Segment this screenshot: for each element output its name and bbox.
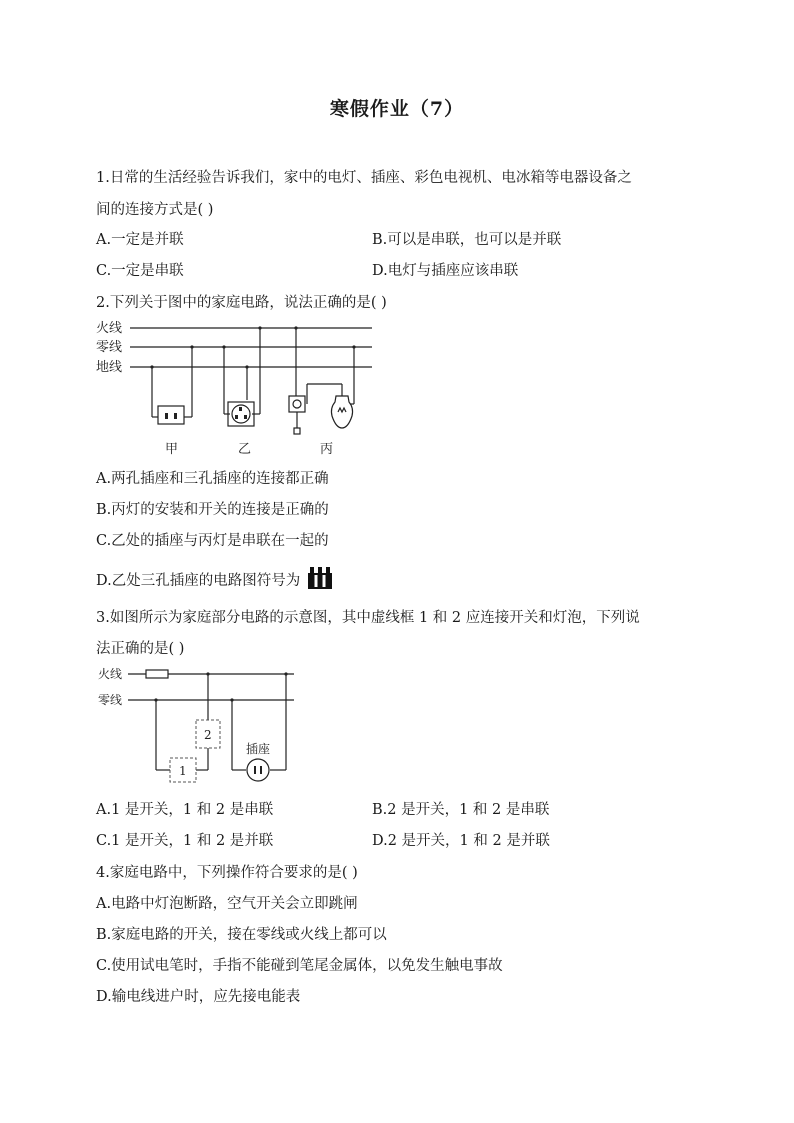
q1-option-c[interactable]: C.一定是串联: [96, 263, 184, 279]
q1-option-b[interactable]: B.可以是串联，也可以是并联: [372, 232, 562, 248]
q2-ground-wire-label: 地线: [96, 360, 123, 375]
q4-stem: 4.家庭电路中，下列操作符合要求的是( ): [96, 865, 358, 881]
q4-option-a[interactable]: A.电路中灯泡断路，空气开关会立即跳闸: [96, 896, 358, 912]
q1-stem-line1: 1.日常的生活经验告诉我们，家中的电灯、插座、彩色电视机、电冰箱等电器设备之: [96, 170, 632, 186]
q3-socket-label: 插座: [246, 742, 271, 756]
q1-option-a[interactable]: A.一定是并联: [96, 232, 184, 248]
q2-circuit-diagram: [92, 316, 382, 462]
q2-label-jia: 甲: [165, 442, 179, 457]
three-hole-socket-symbol-icon: [308, 567, 332, 589]
q3-stem-line2: 法正确的是( ): [96, 641, 185, 657]
q2-option-c[interactable]: C.乙处的插座与丙灯是串联在一起的: [96, 533, 329, 549]
q2-option-d-label: D.乙处三孔插座的电路图符号为: [96, 573, 301, 589]
q2-label-yi: 乙: [238, 442, 252, 457]
q3-box-1-label: 1: [179, 764, 187, 778]
q1-option-d[interactable]: D.电灯与插座应该串联: [372, 263, 519, 279]
q3-live-wire-label: 火线: [98, 667, 123, 681]
q3-neutral-wire-label: 零线: [98, 693, 123, 707]
q4-option-b[interactable]: B.家庭电路的开关，接在零线或火线上都可以: [96, 927, 387, 943]
q2-stem: 2.下列关于图中的家庭电路，说法正确的是( ): [96, 295, 387, 311]
q4-option-c[interactable]: C.使用试电笔时，手指不能碰到笔尾金属体，以免发生触电事故: [96, 958, 503, 974]
q3-box-2-label: 2: [204, 728, 212, 742]
q3-option-c[interactable]: C.1 是开关，1 和 2 是并联: [96, 833, 274, 849]
q2-label-bing: 丙: [320, 442, 334, 457]
q1-stem-line2: 间的连接方式是( ): [96, 202, 214, 218]
q3-option-b[interactable]: B.2 是开关，1 和 2 是串联: [372, 802, 550, 818]
page-title: 寒假作业（7）: [329, 98, 465, 120]
q3-stem-line1: 3.如图所示为家庭部分电路的示意图，其中虚线框 1 和 2 应连接开关和灯泡，下列说: [96, 610, 640, 626]
q4-option-d[interactable]: D.输电线进户时，应先接电能表: [96, 989, 301, 1005]
q2-live-wire-label: 火线: [96, 321, 123, 336]
q3-option-a[interactable]: A.1 是开关，1 和 2 是串联: [96, 802, 274, 818]
q3-option-d[interactable]: D.2 是开关，1 和 2 是并联: [372, 833, 550, 849]
q2-option-d[interactable]: [96, 567, 332, 590]
q3-circuit-diagram: [92, 662, 302, 786]
q2-neutral-wire-label: 零线: [96, 340, 123, 355]
q2-option-b[interactable]: B.丙灯的安装和开关的连接是正确的: [96, 502, 329, 518]
q2-option-a[interactable]: A.两孔插座和三孔插座的连接都正确: [96, 471, 329, 487]
